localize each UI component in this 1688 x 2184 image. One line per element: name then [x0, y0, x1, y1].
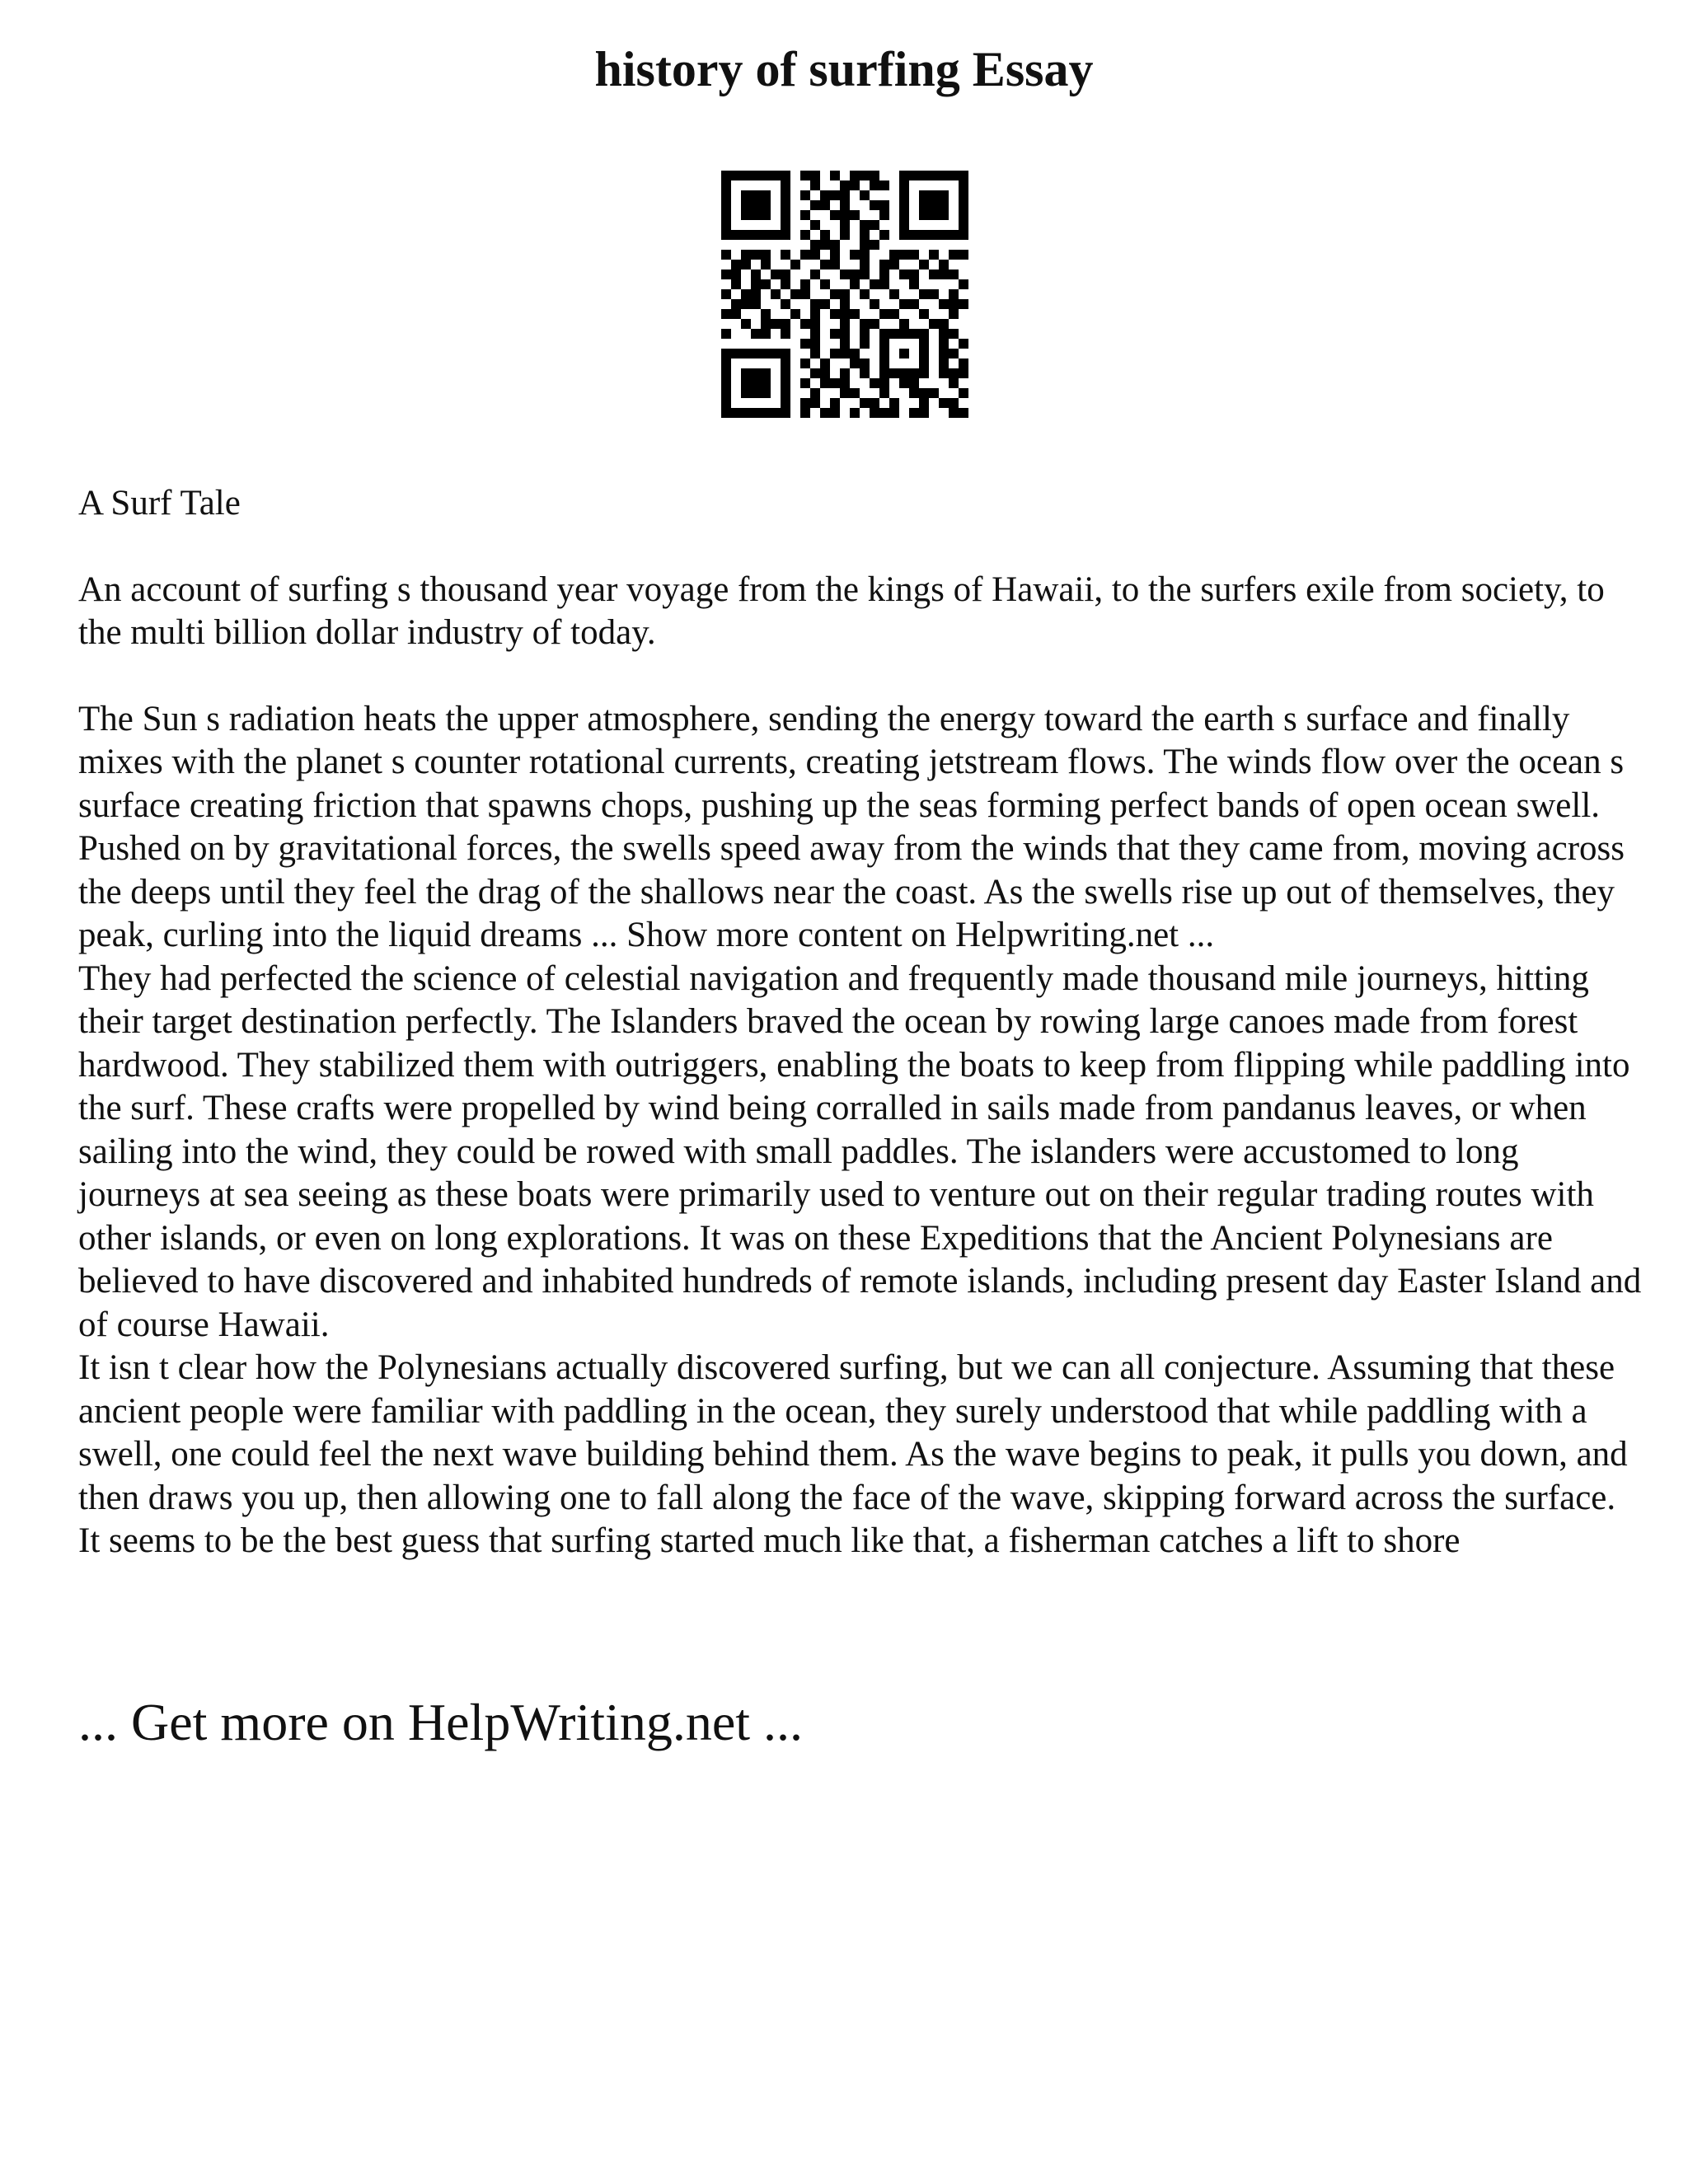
essay-paragraph: They had perfected the science of celestial navigation and frequently made thousand mile journeys, hitting their target destination perfectly. The Islanders braved the ocean by rowing large canoes made from forest hardwood. They stabilized them with outriggers, enabling the boats to keep from flipping while paddling into the surf. These crafts were propelled by wind being corralled in sails made from pandanus leaves, or when sailing into the wind, they could be rowed with small paddles. The islanders were accustomed to long journeys at sea seeing as these boats were primarily used to venture out on their regular trading routes with other islands, or even on long explorations. It was on these Expeditions that the Ancient Polynesians are believed to have discovered and inhabited hundreds of remote islands, including present day Easter Island and of course Hawaii. [78, 958, 1642, 1344]
get-more-link[interactable]: ... Get more on HelpWriting.net ... [78, 1693, 803, 1751]
qr-code-graphic [721, 171, 968, 418]
page-title: history of surfing Essay [594, 42, 1094, 96]
essay-paragraph: The Sun s radiation heats the upper atmosphere, sending the energy toward the earth s surface and finally mixes with the planet s counter rotational currents, creating jetstream flows. The winds flow over the ocean s surface creating friction that spawns chops, pushing up the seas forming perfect bands of open ocean swell. Pushed on by gravitational forces, the swells speed away from the winds that they came from, moving across the deeps until they feel the drag of the shallows near the coast. As the swells rise up out of themselves, they peak, curling into the liquid dreams ... Show more content on Helpwriting.net ... [78, 699, 1625, 954]
essay-heading: A Surf Tale [78, 484, 241, 523]
essay-paragraph: It isn t clear how the Polynesians actually discovered surfing, but we can all conjecture. Assuming that these ancient people were familiar with paddling in the ocean, they surely understood that while paddling with a swell, one could feel the next wave building behind them. As the wave begins to peak, it pulls you down, and then draws you up, then allowing one to fall along the face of the wave, skipping forward across the surface. It seems to be the best guess that surfing started much like that, a fisherman catches a lift to shore [78, 1348, 1628, 1560]
qr-code-icon [721, 171, 968, 418]
essay-body [78, 482, 1644, 1563]
essay-paragraph: An account of surfing s thousand year voyage from the kings of Hawaii, to the surfers exile from society, to the multi billion dollar industry of today. [78, 569, 1605, 652]
